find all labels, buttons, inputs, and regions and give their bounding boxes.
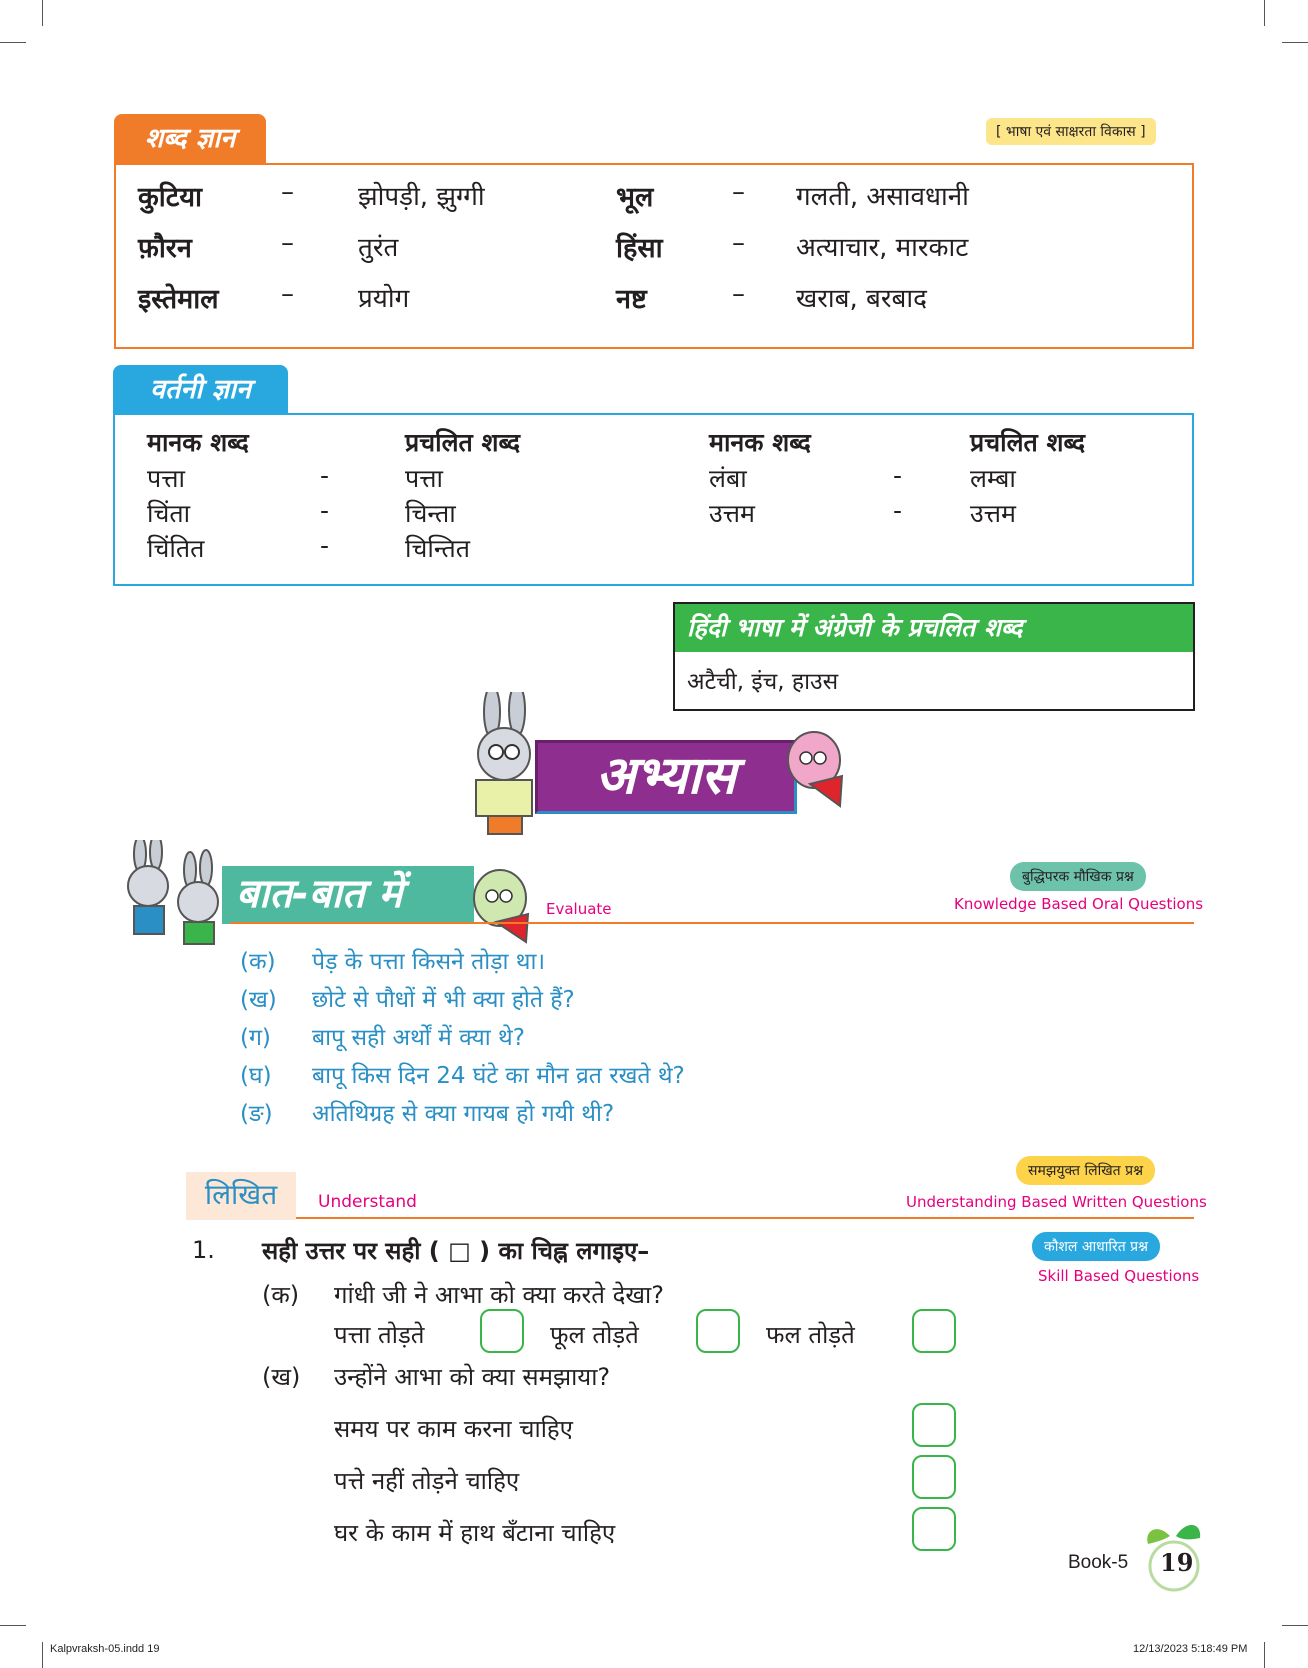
prachalit-word: चिन्तित: [405, 534, 471, 563]
question-text: छोटे से पौधों में भी क्या होते हैं?: [312, 987, 575, 1013]
question-text: बापू किस दिन 24 घंटे का मौन व्रत रखते थे?: [312, 1063, 685, 1089]
vocab-meaning: गलती, असावधानी: [796, 182, 969, 212]
english-words-title: हिंदी भाषा में अंग्रेजी के प्रचलित शब्द: [675, 604, 1193, 652]
vocab-dash: –: [281, 228, 294, 258]
question-number: 1.: [192, 1236, 215, 1264]
answer-checkbox[interactable]: [480, 1309, 524, 1353]
manak-word: चिंतित: [147, 534, 205, 563]
oral-questions-label: Knowledge Based Oral Questions: [954, 895, 1204, 913]
shabd-gyan-box: [114, 163, 1194, 349]
row-dash: -: [320, 461, 330, 490]
vartani-gyan-tab: [113, 365, 288, 415]
answer-checkbox[interactable]: [912, 1507, 956, 1551]
answer-option: फल तोड़ते: [766, 1321, 855, 1349]
pencil-mascot-icon: [468, 866, 538, 946]
column-header: प्रचलित शब्द: [970, 428, 1086, 457]
row-dash: -: [893, 461, 903, 490]
english-words-box: [673, 602, 1195, 711]
evaluate-label: Evaluate: [546, 900, 612, 918]
manak-word: चिंता: [147, 499, 191, 528]
vartani-gyan-box: [113, 413, 1194, 586]
understand-label: Understand: [318, 1192, 417, 1212]
crop-mark: [0, 42, 26, 43]
manak-word: पत्ता: [147, 464, 185, 493]
question-label: (क): [240, 949, 276, 975]
vocab-dash: –: [732, 177, 745, 207]
vartani-gyan-title: वर्तनी ज्ञान: [149, 374, 252, 405]
shabd-gyan-title: शब्द ज्ञान: [144, 123, 236, 154]
question-text: बापू सही अर्थों में क्या थे?: [312, 1025, 525, 1051]
answer-checkbox[interactable]: [696, 1309, 740, 1353]
sub-question-text: उन्होंने आभा को क्या समझाया?: [334, 1363, 611, 1391]
shabd-gyan-tab: [114, 114, 266, 164]
divider: [230, 922, 1194, 924]
vocab-dash: –: [732, 279, 745, 309]
vocab-word: फ़ौरन: [138, 233, 192, 264]
crop-mark: [1282, 42, 1308, 43]
written-questions-badge: समझयुक्त लिखित प्रश्न: [1016, 1156, 1155, 1185]
vocab-word: भूल: [616, 182, 654, 213]
skill-questions-badge: कौशल आधारित प्रश्न: [1032, 1232, 1160, 1261]
book-label: Book-5: [1068, 1552, 1129, 1573]
page-number: 19: [1160, 1548, 1194, 1577]
vocab-meaning: प्रयोग: [358, 284, 410, 314]
column-header: प्रचलित शब्द: [405, 428, 521, 457]
two-rabbits-illustration: [112, 840, 230, 952]
row-dash: -: [320, 496, 330, 525]
sub-question-label: (क): [262, 1281, 300, 1309]
row-dash: -: [893, 496, 903, 525]
question-label: (ख): [240, 987, 277, 1013]
manak-word: उत्तम: [709, 499, 755, 528]
likhit-title: लिखित: [186, 1172, 296, 1220]
answer-checkbox[interactable]: [912, 1455, 956, 1499]
sub-question-label: (ख): [262, 1363, 301, 1391]
answer-option: पत्ता तोड़ते: [334, 1321, 425, 1349]
skill-questions-label: Skill Based Questions: [1038, 1267, 1200, 1285]
oral-questions-badge: बुद्धिपरक मौखिक प्रश्न: [1010, 862, 1146, 891]
answer-option: पत्ते नहीं तोड़ने चाहिए: [334, 1467, 520, 1495]
prachalit-word: पत्ता: [405, 464, 443, 493]
vocab-meaning: तुरंत: [358, 233, 399, 263]
vocab-meaning: खराब, बरबाद: [796, 284, 927, 314]
question-label: (ङ): [240, 1101, 273, 1127]
divider: [296, 1217, 1194, 1219]
column-header: मानक शब्द: [709, 428, 811, 457]
prachalit-word: चिन्ता: [405, 499, 456, 528]
question-text: अतिथिग्रह से क्या गायब हो गयी थी?: [312, 1101, 615, 1127]
answer-checkbox[interactable]: [912, 1403, 956, 1447]
oral-question: [240, 1096, 614, 1128]
manak-word: लंबा: [709, 464, 747, 493]
oral-question: [240, 1058, 685, 1090]
question-text: पेड़ के पत्ता किसने तोड़ा था।: [312, 949, 546, 975]
answer-option: फूल तोड़ते: [550, 1321, 639, 1349]
sub-question-text: गांधी जी ने आभा को क्या करते देखा?: [334, 1281, 664, 1309]
vocab-dash: –: [732, 228, 745, 258]
vocab-dash: –: [281, 177, 294, 207]
print-timestamp: 12/13/2023 5:18:49 PM: [1133, 1643, 1248, 1655]
crop-mark: [1282, 1625, 1308, 1626]
english-words-list: अटैची, इंच, हाउस: [687, 669, 839, 695]
row-dash: -: [320, 531, 330, 560]
prachalit-word: लम्बा: [970, 464, 1016, 493]
column-header: मानक शब्द: [147, 428, 249, 457]
question-label: (ग): [240, 1025, 271, 1051]
oral-question: [240, 1020, 525, 1052]
written-questions-label: Understanding Based Written Questions: [906, 1193, 1207, 1211]
crop-mark: [42, 1642, 43, 1668]
crop-mark: [1264, 0, 1265, 26]
abhyas-banner: अभ्यास: [535, 740, 797, 814]
vocab-dash: –: [281, 279, 294, 309]
answer-checkbox[interactable]: [912, 1309, 956, 1353]
vocab-word: हिंसा: [616, 233, 663, 264]
question-instruction: सही उत्तर पर सही ( □ ) का चिह्न लगाइए–: [262, 1237, 650, 1265]
pencil-mascot-illustration: [782, 728, 852, 808]
vocab-word: इस्तेमाल: [138, 284, 219, 315]
crop-mark: [0, 1625, 26, 1626]
bat-bat-mein-banner: बात-बात में: [222, 866, 474, 924]
indd-filename: Kalpvraksh-05.indd 19: [50, 1643, 160, 1655]
vocab-meaning: झोपड़ी, झुग्गी: [358, 182, 485, 212]
oral-question: [240, 944, 545, 976]
literacy-tag: [ भाषा एवं साक्षरता विकास ]: [986, 118, 1156, 145]
vocab-meaning: अत्याचार, मारकाट: [796, 233, 969, 263]
prachalit-word: उत्तम: [970, 499, 1016, 528]
answer-option: घर के काम में हाथ बँटाना चाहिए: [334, 1519, 616, 1547]
vocab-word: कुटिया: [138, 182, 202, 213]
crop-mark: [42, 0, 43, 26]
answer-option: समय पर काम करना चाहिए: [334, 1415, 573, 1443]
crop-mark: [1264, 1642, 1265, 1668]
vocab-word: नष्ट: [616, 284, 647, 315]
question-label: (घ): [240, 1063, 272, 1089]
oral-question: [240, 982, 575, 1014]
